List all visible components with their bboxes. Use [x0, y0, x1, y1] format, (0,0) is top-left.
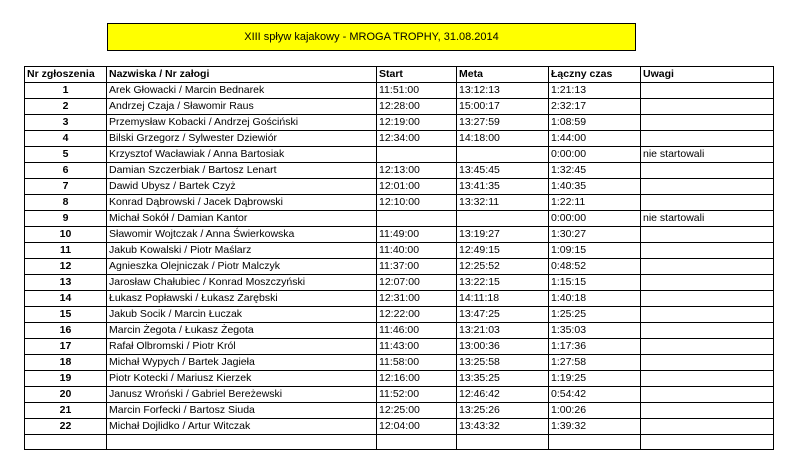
cell-notes	[641, 355, 774, 371]
cell-total-time: 1:30:27	[549, 227, 641, 243]
header-start: Start	[377, 67, 457, 83]
results-table	[24, 66, 774, 450]
cell-nr: 19	[25, 371, 107, 387]
cell-total-time: 1:19:25	[549, 371, 641, 387]
cell-nr: 11	[25, 243, 107, 259]
cell-names: Dawid Ubysz / Bartek Czyż	[107, 179, 377, 195]
cell-names: Przemysław Kobacki / Andrzej Gościński	[107, 115, 377, 131]
cell-nr: 14	[25, 291, 107, 307]
cell-names: Jakub Socik / Marcin Łuczak	[107, 307, 377, 323]
cell-meta: 14:18:00	[457, 131, 549, 147]
cell-nr: 8	[25, 195, 107, 211]
header-names: Nazwiska / Nr załogi	[107, 67, 377, 83]
cell-notes: nie startowali	[641, 147, 774, 163]
table-row	[25, 371, 774, 387]
cell-names: Damian Szczerbiak / Bartosz Lenart	[107, 163, 377, 179]
results-body	[25, 83, 774, 450]
table-row	[25, 355, 774, 371]
cell-names: Jakub Kowalski / Piotr Maślarz	[107, 243, 377, 259]
cell-notes: nie startowali	[641, 211, 774, 227]
cell-nr: 15	[25, 307, 107, 323]
cell-start: 12:01:00	[377, 179, 457, 195]
cell-total-time: 1:21:13	[549, 83, 641, 99]
empty-row	[25, 435, 774, 450]
table-row	[25, 131, 774, 147]
table-row	[25, 211, 774, 227]
cell-total-time: 1:40:35	[549, 179, 641, 195]
cell-names: Janusz Wroński / Gabriel Bereżewski	[107, 387, 377, 403]
cell-nr: 6	[25, 163, 107, 179]
table-row	[25, 195, 774, 211]
cell-notes	[641, 403, 774, 419]
cell-meta: 13:21:03	[457, 323, 549, 339]
cell-total-time: 1:15:15	[549, 275, 641, 291]
cell-meta	[457, 211, 549, 227]
cell-notes	[641, 179, 774, 195]
cell-nr: 10	[25, 227, 107, 243]
cell-names: Łukasz Popławski / Łukasz Zarębski	[107, 291, 377, 307]
table-row	[25, 307, 774, 323]
header-total-time: Łączny czas	[549, 67, 641, 83]
cell-meta: 12:46:42	[457, 387, 549, 403]
cell-start: 11:51:00	[377, 83, 457, 99]
cell-total-time: 1:00:26	[549, 403, 641, 419]
table-row	[25, 163, 774, 179]
cell-meta: 13:25:26	[457, 403, 549, 419]
table-row	[25, 99, 774, 115]
cell-meta	[457, 147, 549, 163]
cell-names: Michał Sokół / Damian Kantor	[107, 211, 377, 227]
cell-nr: 18	[25, 355, 107, 371]
cell-names: Piotr Kotecki / Mariusz Kierzek	[107, 371, 377, 387]
cell-total-time: 1:25:25	[549, 307, 641, 323]
cell-start	[377, 147, 457, 163]
cell-total-time: 1:27:58	[549, 355, 641, 371]
cell-total-time: 1:40:18	[549, 291, 641, 307]
table-row	[25, 323, 774, 339]
cell-names: Agnieszka Olejniczak / Piotr Malczyk	[107, 259, 377, 275]
cell-names: Andrzej Czaja / Sławomir Raus	[107, 99, 377, 115]
cell-names: Konrad Dąbrowski / Jacek Dąbrowski	[107, 195, 377, 211]
cell-notes	[641, 243, 774, 259]
cell-names: Rafał Olbromski / Piotr Król	[107, 339, 377, 355]
cell-notes	[641, 307, 774, 323]
table-row	[25, 259, 774, 275]
cell-total-time: 1:08:59	[549, 115, 641, 131]
cell-start: 12:22:00	[377, 307, 457, 323]
cell-nr: 3	[25, 115, 107, 131]
cell-meta: 13:27:59	[457, 115, 549, 131]
cell-start: 11:46:00	[377, 323, 457, 339]
table-row	[25, 115, 774, 131]
cell-nr: 21	[25, 403, 107, 419]
cell-start: 12:07:00	[377, 275, 457, 291]
cell-names: Krzysztof Wacławiak / Anna Bartosiak	[107, 147, 377, 163]
cell-nr: 7	[25, 179, 107, 195]
cell-start: 12:13:00	[377, 163, 457, 179]
cell-meta: 13:47:25	[457, 307, 549, 323]
cell-start: 12:28:00	[377, 99, 457, 115]
cell-start: 12:10:00	[377, 195, 457, 211]
cell-meta: 13:25:58	[457, 355, 549, 371]
cell-nr: 2	[25, 99, 107, 115]
cell-nr: 1	[25, 83, 107, 99]
title-text: XIII spływ kajakowy - MROGA TROPHY, 31.08.2014	[244, 31, 499, 43]
cell-meta: 13:19:27	[457, 227, 549, 243]
cell-total-time: 0:00:00	[549, 147, 641, 163]
cell-nr: 20	[25, 387, 107, 403]
table-row	[25, 83, 774, 99]
cell-meta: 13:12:13	[457, 83, 549, 99]
cell-notes	[641, 195, 774, 211]
cell-nr: 5	[25, 147, 107, 163]
cell-nr: 22	[25, 419, 107, 435]
cell-names: Jarosław Chałubiec / Konrad Moszczyński	[107, 275, 377, 291]
cell-notes	[641, 115, 774, 131]
empty-cell	[549, 435, 641, 450]
empty-cell	[457, 435, 549, 450]
document-title	[107, 23, 636, 51]
empty-cell	[107, 435, 377, 450]
table-row	[25, 147, 774, 163]
table-row	[25, 387, 774, 403]
table-row	[25, 339, 774, 355]
header-row	[25, 67, 774, 83]
cell-names: Arek Głowacki / Marcin Bednarek	[107, 83, 377, 99]
cell-total-time: 2:32:17	[549, 99, 641, 115]
cell-nr: 4	[25, 131, 107, 147]
cell-meta: 13:43:32	[457, 419, 549, 435]
cell-names: Marcin Żegota / Łukasz Żegota	[107, 323, 377, 339]
cell-start: 11:40:00	[377, 243, 457, 259]
header-meta: Meta	[457, 67, 549, 83]
cell-meta: 15:00:17	[457, 99, 549, 115]
table-row	[25, 275, 774, 291]
header-nr: Nr zgłoszenia	[25, 67, 107, 83]
cell-start: 12:25:00	[377, 403, 457, 419]
cell-notes	[641, 387, 774, 403]
header-notes: Uwagi	[641, 67, 774, 83]
cell-notes	[641, 163, 774, 179]
cell-names: Michał Dojlidko / Artur Witczak	[107, 419, 377, 435]
cell-meta: 12:49:15	[457, 243, 549, 259]
cell-start: 12:19:00	[377, 115, 457, 131]
cell-total-time: 0:00:00	[549, 211, 641, 227]
table-row	[25, 243, 774, 259]
cell-names: Michał Wypych / Bartek Jagieła	[107, 355, 377, 371]
cell-total-time: 1:22:11	[549, 195, 641, 211]
cell-notes	[641, 291, 774, 307]
cell-start: 11:37:00	[377, 259, 457, 275]
cell-meta: 13:45:45	[457, 163, 549, 179]
cell-meta: 14:11:18	[457, 291, 549, 307]
cell-total-time: 1:17:36	[549, 339, 641, 355]
cell-total-time: 0:48:52	[549, 259, 641, 275]
table-row	[25, 403, 774, 419]
cell-names: Sławomir Wojtczak / Anna Świerkowska	[107, 227, 377, 243]
cell-start: 11:58:00	[377, 355, 457, 371]
cell-notes	[641, 339, 774, 355]
table-row	[25, 227, 774, 243]
cell-notes	[641, 323, 774, 339]
cell-nr: 13	[25, 275, 107, 291]
cell-names: Bilski Grzegorz / Sylwester Dziewiór	[107, 131, 377, 147]
cell-start	[377, 211, 457, 227]
cell-meta: 13:41:35	[457, 179, 549, 195]
cell-notes	[641, 371, 774, 387]
cell-notes	[641, 99, 774, 115]
table-row	[25, 419, 774, 435]
cell-notes	[641, 227, 774, 243]
cell-nr: 17	[25, 339, 107, 355]
cell-notes	[641, 259, 774, 275]
cell-total-time: 0:54:42	[549, 387, 641, 403]
cell-meta: 13:22:15	[457, 275, 549, 291]
cell-start: 12:34:00	[377, 131, 457, 147]
cell-start: 11:49:00	[377, 227, 457, 243]
cell-nr: 9	[25, 211, 107, 227]
table-row	[25, 179, 774, 195]
cell-start: 11:52:00	[377, 387, 457, 403]
empty-cell	[377, 435, 457, 450]
table-row	[25, 291, 774, 307]
cell-total-time: 1:35:03	[549, 323, 641, 339]
cell-start: 12:04:00	[377, 419, 457, 435]
cell-total-time: 1:32:45	[549, 163, 641, 179]
cell-total-time: 1:09:15	[549, 243, 641, 259]
empty-cell	[25, 435, 107, 450]
cell-start: 12:31:00	[377, 291, 457, 307]
cell-nr: 12	[25, 259, 107, 275]
cell-start: 11:43:00	[377, 339, 457, 355]
cell-meta: 13:32:11	[457, 195, 549, 211]
cell-names: Marcin Forfecki / Bartosz Siuda	[107, 403, 377, 419]
cell-meta: 13:35:25	[457, 371, 549, 387]
cell-start: 12:16:00	[377, 371, 457, 387]
cell-notes	[641, 83, 774, 99]
cell-meta: 13:00:36	[457, 339, 549, 355]
cell-notes	[641, 275, 774, 291]
cell-notes	[641, 131, 774, 147]
cell-total-time: 1:39:32	[549, 419, 641, 435]
cell-notes	[641, 419, 774, 435]
empty-cell	[641, 435, 774, 450]
cell-nr: 16	[25, 323, 107, 339]
cell-meta: 12:25:52	[457, 259, 549, 275]
cell-total-time: 1:44:00	[549, 131, 641, 147]
